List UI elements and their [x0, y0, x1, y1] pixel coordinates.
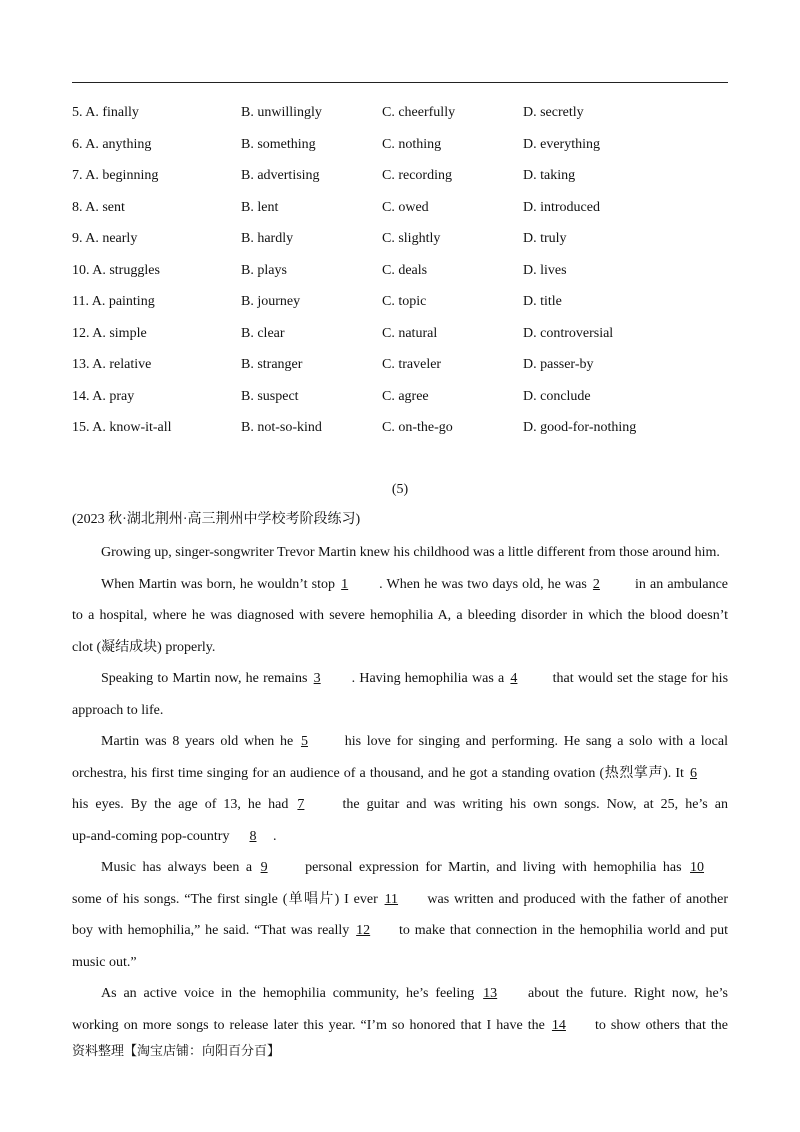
option-b: B. journey [241, 294, 301, 309]
passage-text: in an ambulance [635, 576, 729, 592]
blank-7: 7 [297, 797, 305, 812]
option-b: B. advertising [241, 168, 320, 183]
option-a: 9. A. nearly [72, 231, 138, 246]
header-rule [72, 82, 728, 83]
passage-text: to a hospital, where he was diagnosed with severe hemophilia A, a bleeding disorder in which the blood doesn’t [72, 608, 728, 623]
blank-8: 8 [249, 828, 257, 844]
passage-line [72, 947, 728, 979]
option-b: B. lent [241, 199, 279, 215]
passage-text: . [272, 828, 277, 844]
option-row [72, 412, 728, 444]
option-row [72, 129, 728, 161]
footer-note: 资料整理【淘宝店铺：向阳百分百】 [72, 1044, 281, 1059]
option-row [72, 160, 728, 192]
option-c: C. slightly [382, 231, 441, 246]
section-number: (5) [391, 482, 409, 497]
passage-line [72, 758, 728, 790]
passage-line [72, 789, 728, 821]
option-d: D. good-for-nothing [523, 420, 637, 435]
option-row [72, 286, 728, 318]
passage-line [72, 726, 728, 758]
passage-line [72, 915, 728, 947]
option-row [72, 192, 728, 224]
option-c: C. agree [382, 388, 429, 404]
option-c: C. cheerfully [382, 105, 456, 120]
passage-line [72, 600, 728, 632]
passage-text: to show others that the [594, 1017, 728, 1033]
option-d: D. conclude [523, 388, 591, 404]
passage-text: As an active voice in the hemophilia community, he’s feeling [101, 986, 475, 1001]
passage-text: Speaking to Martin now, he remains [101, 671, 308, 686]
blank-2: 2 [592, 576, 600, 592]
passage-text: When Martin was born, he wouldn’t stop [101, 576, 336, 592]
passage-text: orchestra, his first time singing for an audience of a thousand, and he got a standing ovation (热烈掌声). It [72, 765, 684, 781]
source-citation: (2023 秋·湖北荆州·高三荆州中学校考阶段练习) [72, 512, 361, 527]
blank-12: 12 [356, 923, 371, 938]
passage-line [72, 569, 728, 601]
option-a: 14. A. pray [72, 388, 135, 404]
option-a: 12. A. simple [72, 325, 147, 341]
passage-text: up-and-coming pop-country [72, 828, 230, 844]
option-c: C. on-the-go [382, 420, 453, 435]
option-d: D. introduced [523, 199, 600, 215]
option-d: D. lives [523, 262, 567, 278]
blank-13: 13 [483, 986, 498, 1001]
blank-9: 9 [260, 860, 268, 875]
passage-text: personal expression for Martin, and living with hemophilia has [305, 860, 682, 875]
option-c: C. topic [382, 294, 427, 309]
passage-line [72, 537, 728, 569]
passage-text: Music has always been a [101, 860, 253, 875]
blank-4: 4 [510, 671, 518, 686]
passage-text: working on more songs to release later this year. “I’m so honored that I have the [72, 1017, 545, 1033]
option-a: 15. A. know-it-all [72, 420, 172, 435]
passage-text: some of his songs. “The first single (单唱片) I ever [72, 891, 378, 907]
option-row [72, 255, 728, 287]
blank-5: 5 [300, 734, 308, 749]
passage-text: music out.” [72, 954, 137, 970]
option-a: 7. A. beginning [72, 168, 159, 183]
passage-line [72, 632, 728, 664]
blank-1: 1 [341, 576, 349, 592]
option-b: B. suspect [241, 388, 299, 404]
option-d: D. title [523, 294, 562, 309]
option-d: D. taking [523, 168, 576, 183]
option-d: D. controversial [523, 325, 614, 341]
passage-text: about the future. Right now, he’s [528, 986, 728, 1001]
passage-line [72, 884, 728, 916]
option-row [72, 381, 728, 413]
option-a: 8. A. sent [72, 199, 125, 215]
option-c: C. nothing [382, 136, 442, 152]
option-d: D. truly [523, 231, 567, 246]
options-list [72, 97, 728, 444]
option-a: 11. A. painting [72, 294, 155, 309]
passage [72, 537, 728, 1041]
passage-text: . Having hemophilia was a [351, 671, 505, 686]
passage-text: Growing up, singer-songwriter Trevor Martin knew his childhood was a little different from those around him. [101, 545, 720, 560]
passage-line [72, 978, 728, 1010]
passage-text: boy with hemophilia,” he said. “That was really [72, 923, 350, 938]
passage-text: Martin was 8 years old when he [101, 734, 294, 749]
option-c: C. natural [382, 325, 438, 341]
option-d: D. everything [523, 136, 600, 152]
option-b: B. plays [241, 262, 287, 278]
option-d: D. secretly [523, 105, 584, 120]
option-row [72, 318, 728, 350]
passage-text: the guitar and was writing his own songs. Now, at 25, he’s an [342, 797, 728, 812]
passage-text: to make that connection in the hemophilia world and put [399, 923, 729, 938]
option-b: B. clear [241, 325, 285, 341]
option-b: B. something [241, 136, 316, 152]
option-d: D. passer-by [523, 357, 594, 372]
option-b: B. stranger [241, 357, 303, 372]
passage-text: approach to life. [72, 702, 164, 718]
option-a: 5. A. finally [72, 105, 139, 120]
passage-line [72, 695, 728, 727]
passage-text: was written and produced with the father of another [427, 891, 729, 907]
option-a: 13. A. relative [72, 357, 152, 372]
option-c: C. deals [382, 262, 428, 278]
option-a: 6. A. anything [72, 136, 152, 152]
passage-line [72, 663, 728, 695]
option-b: B. hardly [241, 231, 294, 246]
passage-text: . When he was two days old, he was [379, 576, 587, 592]
option-row [72, 223, 728, 255]
blank-14: 14 [551, 1017, 566, 1033]
option-b: B. not-so-kind [241, 420, 322, 435]
option-b: B. unwillingly [241, 105, 322, 120]
option-row [72, 97, 728, 129]
passage-line [72, 821, 728, 853]
passage-text: his eyes. By the age of 13, he had [72, 797, 289, 812]
passage-text: his love for singing and performing. He sang a solo with a local [344, 734, 729, 749]
option-c: C. traveler [382, 357, 442, 372]
passage-line [72, 852, 728, 884]
passage-line [72, 1010, 728, 1042]
blank-6: 6 [690, 765, 698, 781]
blank-3: 3 [313, 671, 321, 686]
option-c: C. owed [382, 199, 429, 215]
option-a: 10. A. struggles [72, 262, 160, 278]
passage-text: that would set the stage for his [552, 671, 729, 686]
option-row [72, 349, 728, 381]
blank-11: 11 [384, 891, 399, 907]
option-c: C. recording [382, 168, 452, 183]
blank-10: 10 [690, 860, 705, 875]
passage-text: clot (凝结成块) properly. [72, 639, 216, 655]
